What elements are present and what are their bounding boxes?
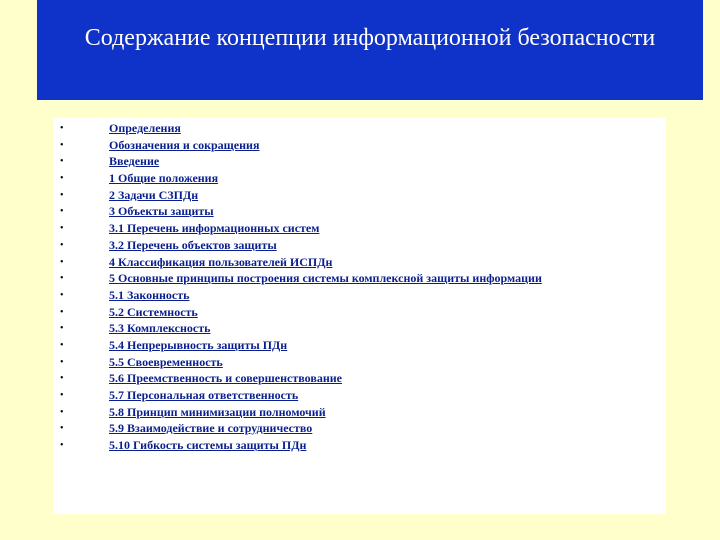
toc-link-introduction[interactable]: Введение [109, 154, 160, 169]
toc-link-cooperation[interactable]: 5.9 Взаимодействие и сотрудничество [109, 421, 313, 436]
bullet-icon: • [60, 156, 64, 168]
bullet-icon: • [60, 223, 64, 235]
bullet-icon: • [60, 339, 64, 351]
toc-item [53, 121, 666, 138]
bullet-icon: • [60, 273, 64, 285]
toc-item [53, 221, 666, 238]
toc-item [53, 371, 666, 388]
toc-link-continuity[interactable]: 5.4 Непрерывность защиты ПДн [109, 337, 288, 352]
toc-item [53, 255, 666, 272]
toc-link-succession[interactable]: 5.6 Преемственность и совершенствование [109, 371, 343, 386]
bullet-icon: • [60, 139, 64, 151]
toc-item [53, 338, 666, 355]
toc-link-timeliness[interactable]: 5.5 Своевременность [109, 354, 223, 369]
toc-link-szpdn-tasks[interactable]: 2 Задачи СЗПДн [109, 187, 199, 202]
bullet-icon: • [60, 239, 64, 251]
bullet-icon: • [60, 189, 64, 201]
toc-link-basic-principles[interactable]: 5 Основные принципы построения системы комплексной защиты информации [109, 271, 542, 286]
toc-list [53, 121, 666, 455]
toc-item [53, 421, 666, 438]
bullet-icon: • [60, 440, 64, 452]
bullet-icon: • [60, 289, 64, 301]
toc-item [53, 171, 666, 188]
toc-link-personal-responsibility[interactable]: 5.7 Персональная ответственность [109, 388, 299, 402]
title-bar [37, 0, 703, 100]
toc-item [53, 288, 666, 305]
bullet-icon: • [60, 356, 64, 368]
toc-link-abbreviations[interactable]: Обозначения и сокращения [109, 137, 260, 152]
toc-item [53, 138, 666, 155]
toc-item [53, 405, 666, 422]
toc-link-protected-objects[interactable]: 3 Объекты защиты [109, 204, 214, 219]
bullet-icon: • [60, 173, 64, 185]
toc-item [53, 305, 666, 322]
toc-link-legality[interactable]: 5.1 Законность [109, 287, 190, 302]
bullet-icon: • [60, 406, 64, 418]
toc-link-general-provisions[interactable]: 1 Общие положения [109, 171, 219, 186]
toc-item [53, 238, 666, 255]
toc-link-info-systems-list[interactable]: 3.1 Перечень информационных систем [109, 221, 320, 236]
bullet-icon: • [60, 373, 64, 385]
toc-item [53, 321, 666, 338]
toc-link-objects-list[interactable]: 3.2 Перечень объектов защиты [109, 237, 277, 252]
toc-link-least-privilege[interactable]: 5.8 Принцип минимизации полномочий [109, 404, 326, 419]
toc-item [53, 154, 666, 171]
toc-link-complexity[interactable]: 5.3 Комплексность [109, 321, 211, 336]
toc-link-flexibility[interactable]: 5.10 Гибкость системы защиты ПДн [109, 438, 307, 453]
bullet-icon: • [60, 256, 64, 268]
toc-item [53, 438, 666, 455]
toc-item [53, 188, 666, 205]
slide-title: Содержание концепции информационной безопасности [84, 25, 656, 51]
bullet-icon: • [60, 323, 64, 335]
bullet-icon: • [60, 123, 64, 134]
toc-item [53, 204, 666, 221]
toc-link-definitions[interactable]: Определения [109, 121, 181, 135]
bullet-icon: • [60, 423, 64, 435]
bullet-icon: • [60, 206, 64, 218]
toc-item [53, 271, 666, 288]
bullet-icon: • [60, 306, 64, 318]
toc-link-systematic[interactable]: 5.2 Системность [109, 304, 198, 319]
toc-item [53, 388, 666, 405]
bullet-icon: • [60, 390, 64, 401]
toc-link-user-classification[interactable]: 4 Классификация пользователей ИСПДн [109, 254, 333, 269]
toc-item [53, 355, 666, 372]
content-panel [53, 118, 666, 514]
